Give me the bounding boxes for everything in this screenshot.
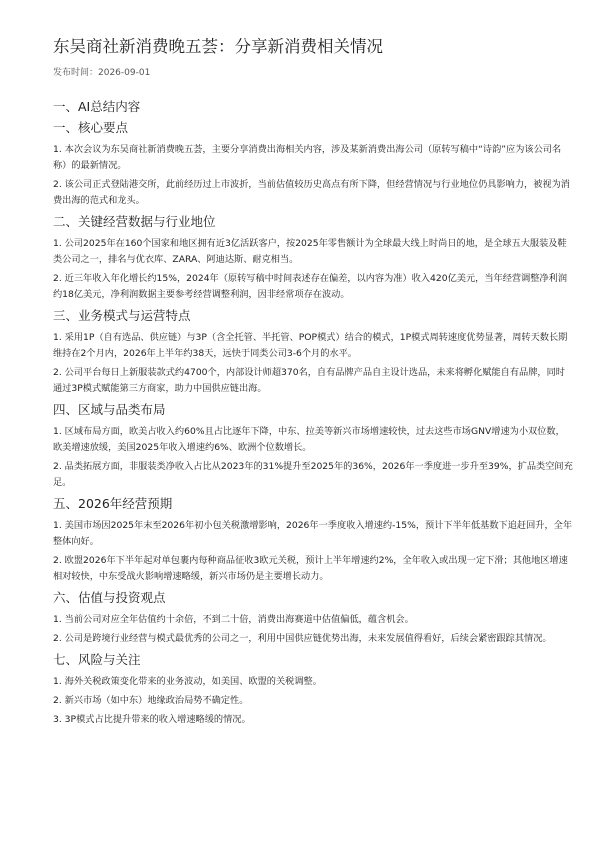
section-heading: 四、区域与品类布局 <box>53 402 166 417</box>
list-item: 1. 本次会议为东吴商社新消费晚五荟，主要分享消费出海相关内容，涉及某新消费出海公司（原转写稿中“诗韵”应为该公司名称）的最新情况。 <box>53 144 562 171</box>
ai-summary-heading: 一、AI总结内容 <box>53 99 141 114</box>
section-key-data <box>53 214 568 303</box>
list-item: 2. 新兴市场（如中东）地缘政治局势不确定性。 <box>53 695 249 706</box>
list-item: 1. 当前公司对应全年估值约十余倍，不到二十倍，消费出海赛道中估值偏低，蕴含机会。 <box>53 614 414 625</box>
list-item: 1. 公司2025年在160个国家和地区拥有近3亿活跃客户，按2025年零售额计为全球最大线上时尚日的地，是全球五大服装及鞋类公司之一，排名与优衣库、ZARA、阿迪达斯、耐克相当。 <box>53 238 567 265</box>
list-item: 1. 采用1P（自有选品、供应链）与3P（含全托管、半托管、POP模式）结合的模式，1P模式周转速度优势显著，周转天数长期维持在2个月内，2026年上半年约38天，远快于同类公司3-6个月的水平。 <box>53 332 568 359</box>
section-core-points <box>53 120 570 209</box>
list-item: 2. 公司平台每日上新服装款式约4700个，内部设计师超370名，自有品牌产品自主设计选品，未来将孵化赋能自有品牌，同时通过3P模式赋能第三方商家，助力中国供应链出海。 <box>53 367 565 394</box>
section-heading: 三、业务模式与运营特点 <box>53 308 191 323</box>
section-heading: 七、风险与关注 <box>53 652 141 667</box>
section-valuation <box>53 590 559 647</box>
section-heading: 二、关键经营数据与行业地位 <box>53 214 216 229</box>
list-item: 1. 美国市场因2025年末至2026年初小包关税激增影响，2026年一季度收入增速约-15%，预计下半年低基数下追赶回升，全年整体向好。 <box>53 520 573 547</box>
list-item: 1. 区域布局方面，欧美占收入约60%且占比逐年下降，中东、拉美等新兴市场增速较快，过去这些市场GNV增速为小双位数，欧美增速放缓，美国2025年收入增速约6%、欧洲个位数增长。 <box>53 426 565 453</box>
list-item: 2. 公司是跨境行业经营与模式最优秀的公司之一，利用中国供应链优势出海，未来发展值得看好，后续会紧密跟踪其情况。 <box>53 633 552 644</box>
list-item: 2. 近三年收入年化增长约15%，2024年（原转写稿中时间表述存在偏差，以内容为准）收入420亿美元，当年经营调整净利润约18亿美元，净利润数据主要参考经营调整利润，因非经常项存在波动。 <box>53 273 568 300</box>
section-heading: 六、估值与投资观点 <box>53 590 166 605</box>
list-item: 2. 欧盟2026年下半年起对单包裹内每种商品征收3欧元关税，预计上半年增速约2%，全年收入或出现一定下滑；其他地区增速相对较快，中东受战火影响增速略缓，新兴市场仍是主要增长动力。 <box>53 555 568 582</box>
section-heading: 五、2026年经营预期 <box>53 496 173 511</box>
section-region-category <box>53 402 573 491</box>
section-2026-outlook <box>53 496 573 585</box>
section-risks <box>53 652 559 728</box>
list-item: 1. 海外关税政策变化带来的业务波动，如美国、欧盟的关税调整。 <box>53 676 322 687</box>
section-heading: 一、核心要点 <box>53 120 129 135</box>
publish-date: 发布时间：2026-09-01 <box>53 68 151 78</box>
section-business-model <box>53 308 568 397</box>
list-item: 3. 3P模式占比提升带来的收入增速略缓的情况。 <box>53 714 251 725</box>
list-item: 2. 品类拓展方面，非服装类净收入占比从2023年的31%提升至2025年的36%，2026年一季度进一步升至39%，扩品类空间充足。 <box>53 461 573 488</box>
list-item: 2. 该公司正式登陆港交所，此前经历过上市波折，当前估值较历史高点有所下降，但经营情况与行业地位仍具影响力，被视为消费出海的范式和龙头。 <box>53 179 570 206</box>
document-title: 东吴商社新消费晚五荟：分享新消费相关情况 <box>53 37 383 56</box>
